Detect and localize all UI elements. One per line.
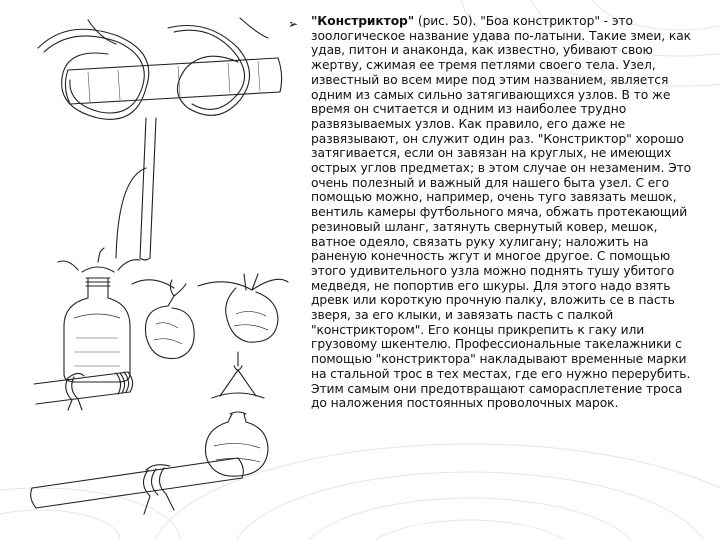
tied-bundle-drawing: [198, 274, 288, 342]
hanging-bag-drawing: [205, 352, 268, 476]
knot-description: (рис. 50). "Боа констриктор" - это зоологическое название удава по-латыни. Такие змеи, как удав, питон и анаконда, как известно, убивают свою жертву, сжимая ее тремя петлями своего тела. Узел, известный во всем мире под этим названием, является одним из самых сильно затягивающихся узлов. В то же время он считается и одним из наиболее трудно развязываемых узлов. Как правило, его даже не развязывают, он служит один раз. "Констриктор" хорошо затягивается, если он завязан на круглых, не имеющих острых углов предметах; в этом случае он незаменим. Это очень полезный и важный для нашего быта узел. С его помощью можно, например, очень туго завязать мешок, вентиль камеры футбольного мяча, обжать протекающий резиновый шланг, затянуть свернутый ковер, мешок, ватное одеяло, связать руку хулигану; наложить на раненую конечность жгут и многое другое. С помощью этого удивительного узла можно поднять тушу убитого медведя, не попортив его шкуры. Для этого надо взять древк или короткую прочную палку, вложить се в пасть зверя, за его клыки, и завязать пасть с палкой "констриктором". Его концы прикрепить к гаку или грузовому шкентелю. Профессиональные такелажники с помощью "констриктора" накладывают временные марки на стальной трос в тех местах, где его нужно перерубить. Этим самым они предотвращают саморасплетение троса до наложения постоянных проволочных марок.: [311, 14, 692, 411]
hose-binding-drawing: [34, 372, 133, 410]
knot-title: "Констриктор": [311, 14, 415, 28]
tied-sack-drawing: [132, 280, 194, 359]
bullet-arrow-icon: ➢: [288, 17, 299, 31]
bottle-neck-tied-drawing: [58, 248, 140, 382]
illustration-column: [28, 8, 290, 528]
body-paragraph: [311, 14, 701, 411]
constrictor-knot-on-pole-drawing: [38, 18, 282, 260]
